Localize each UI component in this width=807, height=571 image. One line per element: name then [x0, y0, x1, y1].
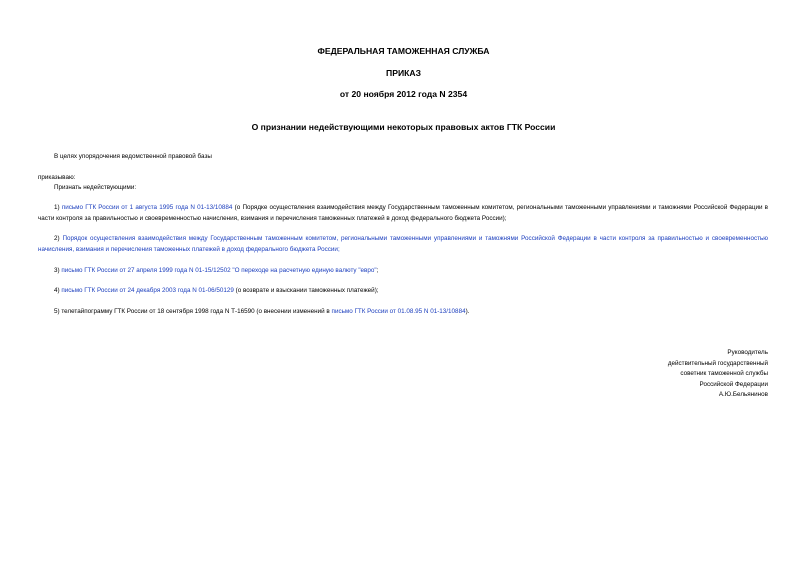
list-item: [38, 266, 768, 277]
item-link-procedure[interactable]: Порядок осуществления взаимодействия между Государственным таможенным комитетом, региональными таможенными управлениями и таможнями Российской Федерации в части контроля за правильностью и своевременностью начисления, взимания и перечисления таможенных платежей в доход федерального бюджета России;: [38, 235, 769, 253]
item-number: 5): [54, 308, 60, 315]
signature-line: действительный государственный: [667, 359, 768, 367]
item-text: телетайпограмму ГТК России от 18 сентября 1998 года N Т-16590 (о внесении изменений в: [61, 308, 330, 315]
list-item: [38, 286, 768, 297]
preamble-order: приказываю:: [38, 174, 76, 181]
item-text: (о Порядке осуществления взаимодействия между Государственным таможенным комитетом, региональными таможенными управлениями и таможнями Российской Федерации в части контроля за правильностью и своевременностью начисления, взимания и перечисления таможенных платежей в доход федерального бюджета России);: [38, 204, 769, 222]
list-item: [38, 307, 768, 318]
signature-line: советник таможенной службы: [680, 370, 768, 377]
item-text: ;: [376, 267, 379, 274]
item-number: 3): [54, 267, 60, 274]
item-number: 2): [54, 235, 60, 242]
item-number: 1): [54, 204, 60, 211]
item-link-letter-1995[interactable]: письмо ГТК России от 1 августа 1995 года N 01-13/10884: [61, 204, 233, 211]
item-link-letter-1999[interactable]: письмо ГТК России от 27 апреля 1999 года N 01-15/12502 "О переходе на расчетную единую валюту "евро": [61, 267, 377, 274]
item-number: 4): [54, 287, 60, 294]
doc-subject: О признании недействующими некоторых правовых актов ГТК России: [251, 122, 556, 132]
item-text: ).: [465, 308, 470, 315]
item-text: (о возврате и взыскании таможенных платежей);: [235, 287, 379, 294]
signature-name: А.Ю.Бельянинов: [718, 391, 768, 398]
preamble-declare: Признать недействующими:: [54, 184, 137, 191]
doc-date: от 20 ноября 2012 года N 2354: [339, 89, 468, 99]
doc-type: ПРИКАЗ: [386, 68, 421, 78]
signature-line: Руководитель: [727, 349, 768, 356]
signature-block: [518, 348, 768, 401]
preamble-purpose: В целях упорядочения ведомственной правовой базы: [54, 153, 212, 160]
signature-line: Российской Федерации: [699, 380, 768, 388]
item-link-letter-2003[interactable]: письмо ГТК России от 24 декабря 2003 года N 01-06/50129: [61, 287, 234, 294]
list-item: [38, 234, 768, 255]
agency-title: ФЕДЕРАЛЬНАЯ ТАМОЖЕННАЯ СЛУЖБА: [317, 46, 490, 56]
item-link-letter-010895[interactable]: письмо ГТК России от 01.08.95 N 01-13/10884: [331, 308, 466, 315]
list-item: [38, 203, 768, 224]
